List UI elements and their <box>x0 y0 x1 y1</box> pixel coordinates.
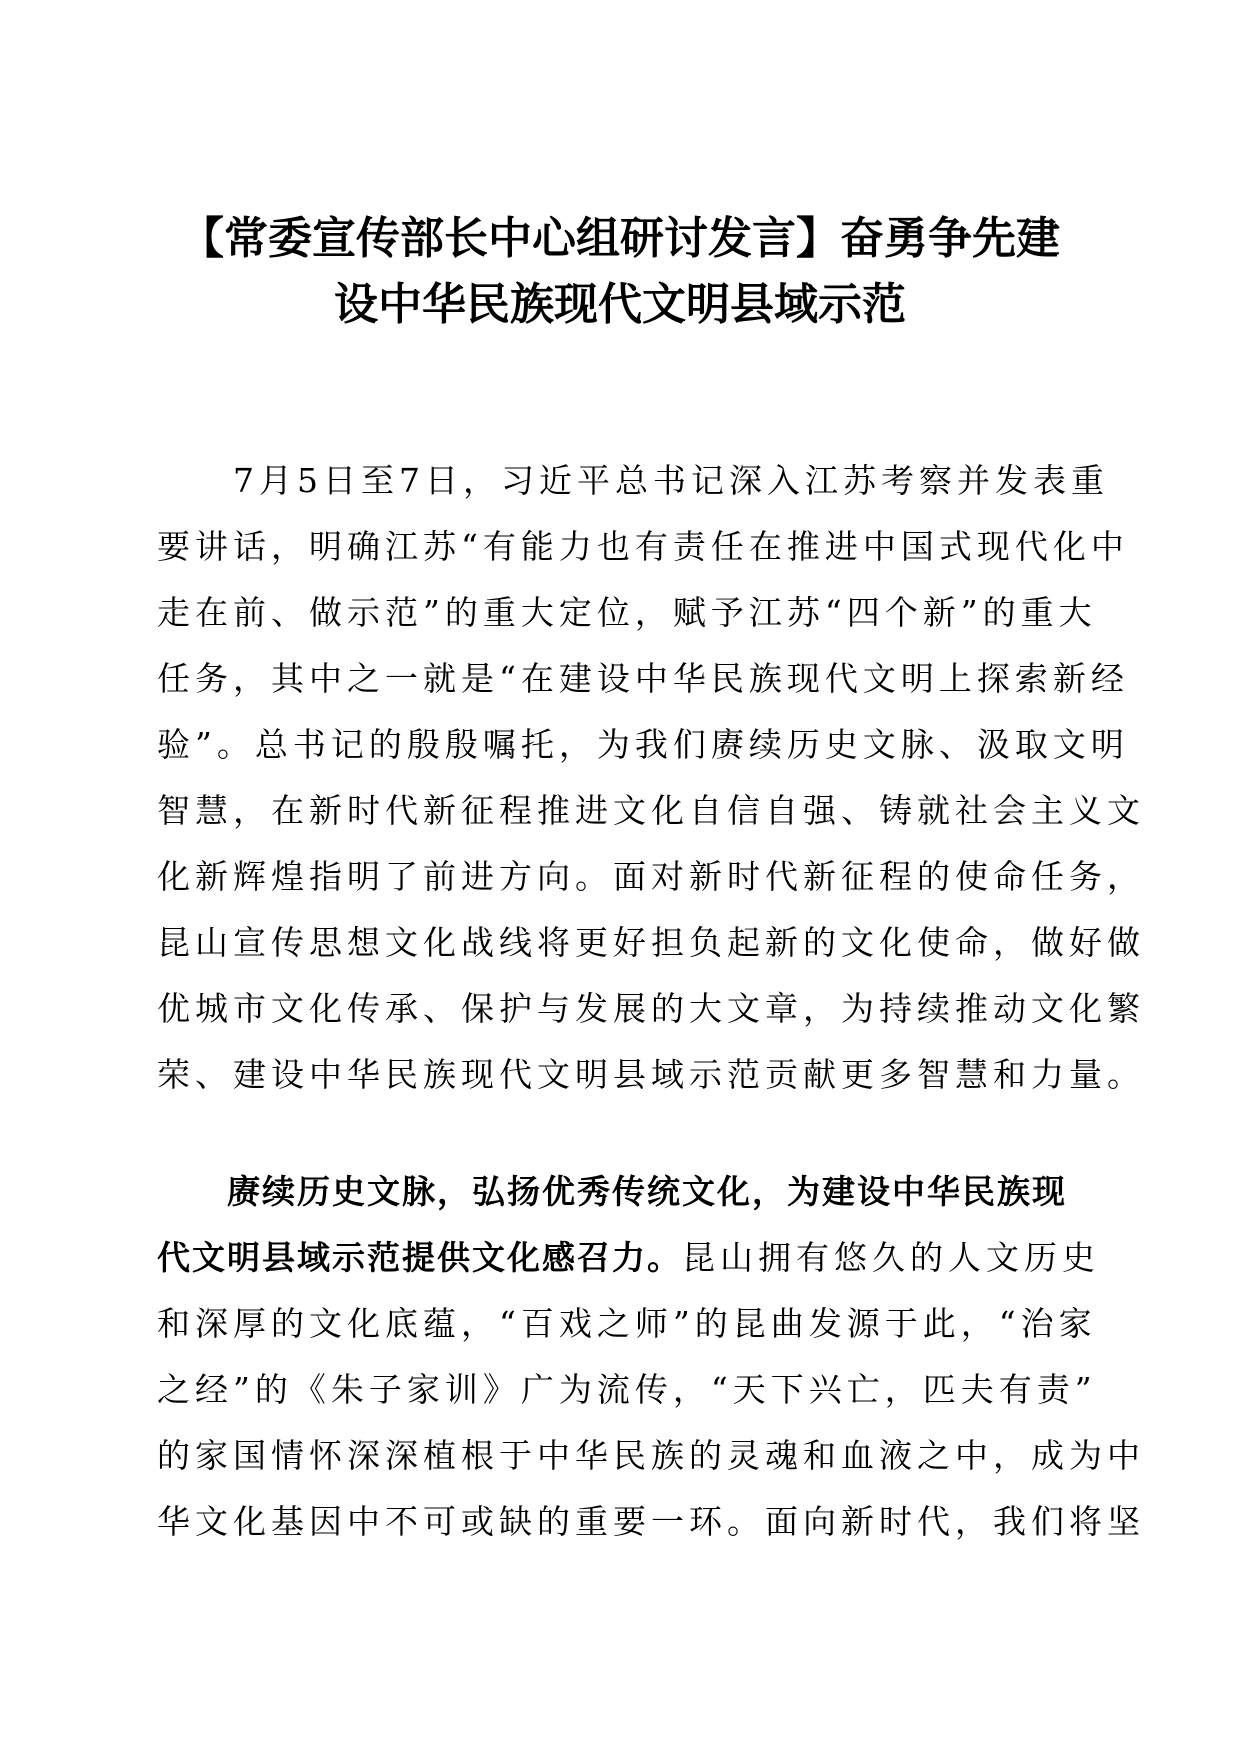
paragraph-2 <box>157 1159 1145 1555</box>
paragraph-line: 要讲话，明确江苏“有能力也有责任在推进中国式现代化中 <box>157 527 1129 566</box>
title-line-2: 设中华民族现代文明县域示范 <box>334 279 906 330</box>
paragraph-line: 走在前、做示范”的重大定位，赋予江苏“四个新”的重大 <box>157 593 1097 632</box>
paragraph-line: 智慧，在新时代新征程推进文化自信自强、铸就社会主义文 <box>157 791 1145 830</box>
paragraph-line: 化新辉煌指明了前进方向。面对新时代新征程的使命任务， <box>157 857 1145 896</box>
document-title <box>150 206 1090 338</box>
paragraph-line <box>157 1159 1079 1225</box>
title-line-1: 【常委宣传部长中心组研讨发言】奋勇争先建 <box>180 213 1060 264</box>
section-heading-part-2: 代文明县域示范提供文化感召力。 <box>157 1238 682 1277</box>
section-heading-part-1: 赓续历史文脉，弘扬优秀传统文化，为建设中华民族现 <box>157 1172 1067 1211</box>
paragraph-line: 的家国情怀深深植根于中华民族的灵魂和血液之中，成为中 <box>157 1436 1145 1475</box>
paragraph-line: 华文化基因中不可或缺的重要一环。面向新时代，我们将坚 <box>157 1502 1145 1541</box>
paragraph-line: 验”。总书记的殷殷嘱托，为我们赓续历史文脉、汲取文明 <box>157 725 1129 764</box>
paragraph-line: 昆山宣传思想文化战线将更好担负起新的文化使命，做好做 <box>157 923 1145 962</box>
paragraph-line: 优城市文化传承、保护与发展的大文章，为持续推动文化繁 <box>157 989 1145 1028</box>
paragraph-1 <box>157 448 1145 1108</box>
paragraph-text: 昆山拥有悠久的人文历史 <box>682 1238 1100 1277</box>
paragraph-line <box>157 1225 1100 1291</box>
paragraph-line: 荣、建设中华民族现代文明县域示范贡献更多智慧和力量。 <box>157 1055 1145 1094</box>
paragraph-line: 任务，其中之一就是“在建设中华民族现代文明上探索新经 <box>157 659 1129 698</box>
paragraph-line: 和深厚的文化底蕴，“百戏之师”的昆曲发源于此，“治家 <box>157 1304 1097 1343</box>
paragraph-line: 之经”的《朱子家训》广为流传，“天下兴亡，匹夫有责” <box>157 1370 1097 1409</box>
paragraph-line: 7月5日至7日，习近平总书记深入江苏考察并发表重 <box>157 461 1109 500</box>
